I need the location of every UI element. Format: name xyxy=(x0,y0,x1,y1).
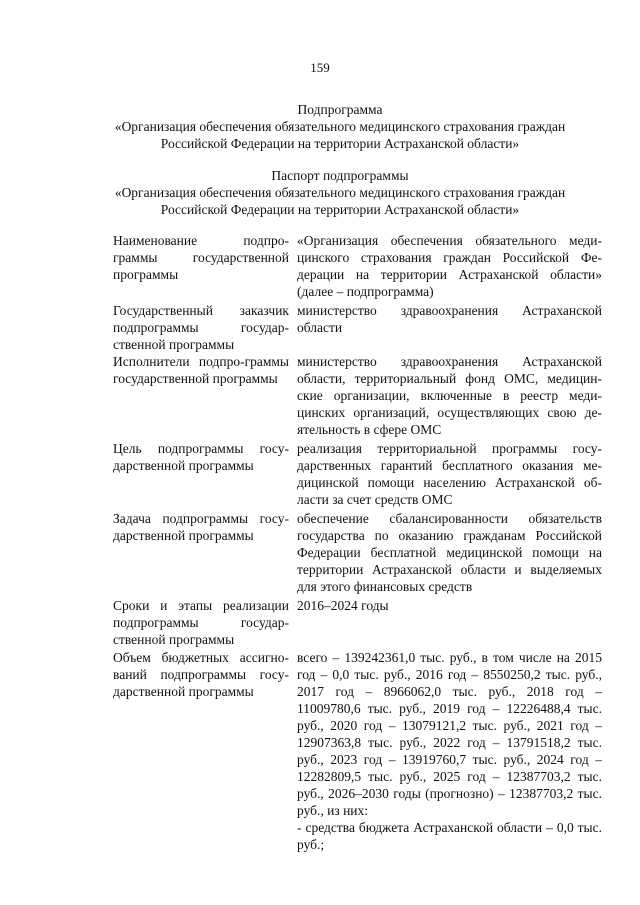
row-value-budget xyxy=(297,648,602,853)
row-value-goal: реализация территориальной программы госу-дарственных гарантий бесплатного оказания ме-дицинской помощи населению Астраханской об-ласти за счет средств ОМС xyxy=(297,441,602,507)
row-label-terms: Сроки и этапы реализации подпрограммы государ-ственной программы xyxy=(113,598,289,647)
budget-regional-funds-text: - средства бюджета Астраханской области – 0,0 тыс. руб.; xyxy=(297,820,602,852)
row-value-task: обеспечение сбалансированности обязательств государства по оказанию гражданам Российской Федерации бесплатной медицинской помощи на территории Астраханской области и выделяемых для этого финансовых средств xyxy=(297,511,602,594)
row-label-name: Наименование подпро-граммы государственной программы xyxy=(113,233,289,282)
row-label-task: Задача подпрограммы госу-дарственной программы xyxy=(113,511,289,543)
budget-total-text: всего – 139242361,0 тыс. руб., в том числе на 2015 год – 0,0 тыс. руб., 2016 год – 8550250,2 тыс. руб., 2017 год – 8966062,0 тыс. руб., 2018 год – 11009780,6 тыс. руб., 2019 год – 12226488,4 тыс. руб., 2020 год – 13079121,2 тыс. руб., 2021 год – 12907363,8 тыс. руб., 2022 год – 13791518,2 тыс. руб., 2023 год – 13919760,7 тыс. руб., 2024 год – 12282809,5 тыс. руб., 2025 год – 12387703,2 тыс. руб., 2026–2030 годы (прогнозно) – 12387703,2 тыс. руб., из них: xyxy=(297,650,602,818)
table-row xyxy=(113,648,602,853)
subprogram-name-line-2: Российской Федерации на территории Астраханской области» xyxy=(160,136,520,151)
subprogram-name-line-1: «Организация обеспечения обязательного медицинского страхования граждан xyxy=(114,119,566,134)
subprogram-heading xyxy=(60,101,620,152)
passport-title: Паспорт подпрограммы xyxy=(271,168,409,183)
passport-name-line-1: «Организация обеспечения обязательного медицинского страхования граждан xyxy=(114,185,566,200)
passport-heading xyxy=(60,167,620,218)
row-value-terms: 2016–2024 годы xyxy=(297,598,389,613)
row-value-executors: министерство здравоохранения Астраханской области, территориальный фонд ОМС, медицин-ские организации, включенные в реестр меди-цинских организаций, осуществляющих свою де-ятельность в сфере ОМС xyxy=(297,354,602,437)
table-row xyxy=(113,300,602,353)
page-number: 159 xyxy=(310,60,330,75)
row-value-customer: министерство здравоохранения Астраханской области xyxy=(297,303,602,335)
table-row xyxy=(113,595,602,648)
passport-name-line-2: Российской Федерации на территории Астраханской области» xyxy=(160,202,520,217)
table-row xyxy=(113,438,602,508)
subprogram-title: Подпрограмма xyxy=(297,102,383,117)
row-label-customer: Государственный заказчик подпрограммы государ-ственной программы xyxy=(113,303,289,352)
row-label-goal: Цель подпрограммы госу-дарственной программы xyxy=(113,441,289,473)
passport-table xyxy=(113,232,602,853)
table-row xyxy=(113,508,602,595)
row-label-executors: Исполнители подпро-граммы государственной программы xyxy=(113,354,289,386)
table-row xyxy=(113,353,602,438)
table-row xyxy=(113,232,602,300)
row-label-budget: Объем бюджетных ассигно-ваний подпрограммы госу-дарственной программы xyxy=(113,650,289,699)
row-value-name: «Организация обеспечения обязательного меди-цинского страхования граждан Российской Фе-дерации на территории Астраханской области» (далее – подпрограмма) xyxy=(297,233,602,299)
